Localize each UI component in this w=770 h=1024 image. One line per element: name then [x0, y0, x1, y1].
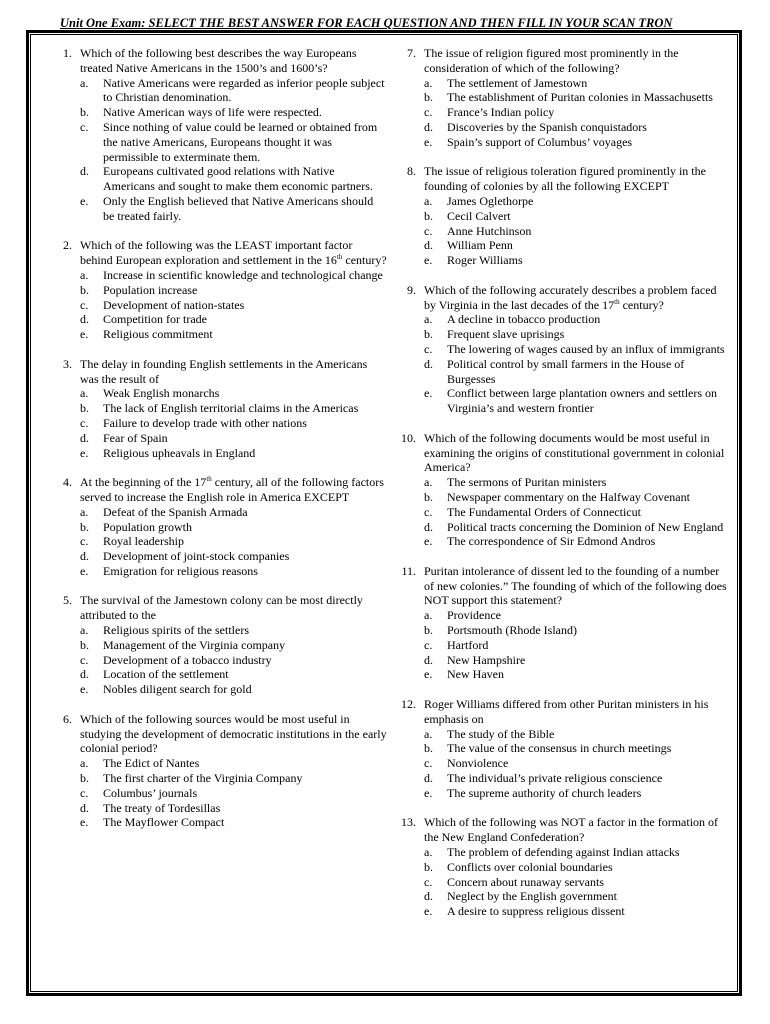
option-text: Roger Williams: [447, 253, 523, 268]
option-letter: a.: [424, 193, 433, 208]
option-letter: c.: [424, 504, 433, 519]
option-text: Newspaper commentary on the Halfway Covenant: [447, 489, 690, 504]
option-text: Population growth: [103, 519, 192, 534]
option-letter: d.: [80, 549, 89, 564]
option-letter: d.: [424, 238, 433, 253]
option-letter: a.: [80, 386, 89, 401]
answer-option: [424, 342, 731, 357]
option-text: The problem of defending against Indian attacks: [447, 845, 680, 860]
option-text: Religious spirits of the settlers: [103, 623, 249, 638]
answer-options: [80, 76, 387, 224]
option-text: The Edict of Nantes: [103, 756, 200, 771]
option-text: The value of the consensus in church meetings: [447, 741, 672, 756]
question-text: Which of the following was the LEAST important factor behind European exploration and settlement in the 16th century?: [80, 238, 387, 268]
option-text: Fear of Spain: [103, 430, 168, 445]
option-text: Development of a tobacco industry: [103, 652, 272, 667]
option-letter: e.: [424, 534, 433, 549]
option-letter: e.: [80, 327, 89, 342]
answer-option: [80, 105, 387, 120]
answer-option: [80, 327, 387, 342]
question-13: [396, 815, 731, 919]
answer-options: [424, 845, 731, 919]
answer-option: [424, 475, 731, 490]
question-9: [396, 283, 731, 416]
option-letter: b.: [80, 282, 89, 297]
answer-options: [80, 386, 387, 460]
answer-option: [424, 209, 731, 224]
question-number: 7.: [407, 46, 416, 60]
answer-option: [80, 667, 387, 682]
answer-option: [80, 505, 387, 520]
option-text: The study of the Bible: [447, 726, 555, 741]
option-text: Nonviolence: [447, 756, 509, 771]
option-letter: a.: [424, 726, 433, 741]
option-letter: b.: [80, 771, 89, 786]
answer-option: [424, 638, 731, 653]
option-letter: c.: [424, 341, 433, 356]
answer-option: [424, 224, 731, 239]
answer-option: [80, 120, 387, 164]
option-text: Religious upheavals in England: [103, 445, 256, 460]
option-text: Emigration for religious reasons: [103, 563, 258, 578]
answer-option: [80, 623, 387, 638]
question-text: Which of the following was NOT a factor in the formation of the New England Confederation?: [424, 815, 719, 845]
answer-option: [424, 90, 731, 105]
option-text: Discoveries by the Spanish conquistadors: [447, 119, 647, 134]
option-letter: b.: [424, 489, 433, 504]
answer-option: [80, 815, 387, 830]
option-letter: c.: [424, 105, 433, 120]
ordinal-suffix: th: [206, 475, 212, 484]
option-text: Cecil Calvert: [447, 208, 511, 223]
answer-options: [424, 76, 731, 150]
option-letter: d.: [424, 356, 433, 371]
option-text: The correspondence of Sir Edmond Andros: [447, 534, 656, 549]
answer-option: [424, 386, 731, 416]
question-number: 1.: [63, 46, 72, 60]
option-letter: e.: [80, 563, 89, 578]
answer-option: [424, 194, 731, 209]
option-letter: a.: [424, 475, 433, 490]
option-text: Frequent slave uprisings: [447, 327, 565, 342]
question-text: At the beginning of the 17th century, all of the following factors served to increase the English role in America EXCEPT: [80, 475, 384, 504]
answer-option: [80, 416, 387, 431]
question-number: 13.: [401, 815, 416, 830]
answer-option: [424, 312, 731, 327]
question-number: 11.: [401, 563, 416, 578]
option-text: Management of the Virginia company: [103, 637, 286, 652]
question-11: [396, 564, 731, 682]
answer-options: [424, 194, 731, 268]
answer-option: [80, 520, 387, 535]
answer-option: [80, 534, 387, 549]
option-text: Columbus’ journals: [103, 785, 198, 800]
option-text: Increase in scientific knowledge and technological change: [103, 267, 383, 282]
option-text: Location of the settlement: [103, 667, 229, 682]
option-letter: e.: [80, 193, 89, 208]
option-text: Portsmouth (Rhode Island): [447, 623, 577, 638]
option-text: The settlement of Jamestown: [447, 75, 588, 90]
question-text: Puritan intolerance of dissent led to the founding of a number of new colonies.” The founding of which of the following does NOT support this statement?: [424, 563, 727, 608]
answer-option: [424, 120, 731, 135]
option-text: Population increase: [103, 282, 198, 297]
option-text: The establishment of Puritan colonies in Massachusetts: [447, 90, 713, 105]
question-6: [52, 712, 387, 830]
answer-option: [80, 431, 387, 446]
option-letter: c.: [80, 297, 89, 312]
option-letter: d.: [80, 800, 89, 815]
question-number: 12.: [401, 697, 416, 712]
option-text: The sermons of Puritan ministers: [447, 475, 607, 490]
option-text: Providence: [447, 608, 501, 623]
option-letter: c.: [424, 874, 433, 889]
option-letter: c.: [80, 652, 89, 667]
question-7: [396, 46, 731, 150]
option-letter: a.: [80, 623, 89, 638]
question-number: 10.: [401, 430, 416, 445]
option-text: James Oglethorpe: [447, 193, 534, 208]
question-number: 2.: [63, 238, 72, 253]
option-text: Political tracts concerning the Dominion of New England: [447, 519, 724, 534]
right-column: [396, 46, 731, 934]
question-10: [396, 431, 731, 549]
question-number: 9.: [407, 282, 416, 297]
option-letter: b.: [424, 859, 433, 874]
option-text: Concern about runaway servants: [447, 874, 604, 889]
option-text: Native American ways of life were respected.: [103, 105, 322, 120]
answer-option: [424, 904, 731, 919]
answer-option: [80, 76, 387, 106]
answer-option: [424, 490, 731, 505]
answer-option: [424, 76, 731, 91]
left-column: [52, 46, 387, 845]
answer-option: [80, 771, 387, 786]
option-text: New Haven: [447, 667, 504, 682]
option-text: Only the English believed that Native Americans should be treated fairly.: [103, 193, 374, 223]
option-letter: a.: [424, 312, 433, 327]
answer-option: [80, 682, 387, 697]
option-text: New Hampshire: [447, 652, 526, 667]
option-letter: e.: [424, 386, 433, 401]
option-text: Spain’s support of Columbus’ voyages: [447, 134, 633, 149]
question-1: [52, 46, 387, 224]
option-text: Since nothing of value could be learned or obtained from the native Americans, Europeans thought it was permissible to exterminate them.: [103, 119, 378, 164]
option-text: The treaty of Tordesillas: [103, 800, 221, 815]
question-text: The survival of the Jamestown colony can be most directly attributed to the: [80, 593, 363, 623]
question-4: [52, 475, 387, 579]
answer-option: [424, 786, 731, 801]
answer-option: [80, 268, 387, 283]
option-letter: b.: [80, 519, 89, 534]
option-letter: d.: [424, 889, 433, 904]
question-text: The delay in founding English settlements in the Americans was the result of: [80, 356, 368, 386]
option-text: Europeans cultivated good relations with Native Americans and sought to make them economic partners.: [103, 164, 373, 194]
option-text: The lowering of wages caused by an influx of immigrants: [447, 341, 725, 356]
answer-option: [424, 727, 731, 742]
option-text: Development of nation-states: [103, 297, 245, 312]
option-text: Conflict between large plantation owners and settlers on Virginia’s and western frontier: [447, 386, 718, 416]
question-number: 4.: [63, 475, 72, 490]
option-letter: a.: [424, 608, 433, 623]
option-text: A decline in tobacco production: [447, 312, 601, 327]
option-letter: b.: [424, 623, 433, 638]
question-text: Which of the following documents would be most useful in examining the origins of constitutional government in colonial America?: [424, 430, 725, 475]
question-text: The issue of religion figured most prominently in the consideration of which of the following?: [424, 46, 679, 75]
answer-option: [80, 446, 387, 461]
option-text: Neglect by the English government: [447, 889, 617, 904]
answer-options: [424, 312, 731, 416]
option-letter: c.: [424, 756, 433, 771]
question-number: 6.: [63, 711, 72, 726]
question-text: Which of the following accurately describes a problem faced by Virginia in the last decades of the 17th century?: [424, 282, 717, 312]
answer-option: [424, 653, 731, 668]
answer-option: [424, 771, 731, 786]
answer-options: [424, 727, 731, 801]
option-text: The Fundamental Orders of Connecticut: [447, 504, 641, 519]
option-text: Conflicts over colonial boundaries: [447, 859, 613, 874]
answer-option: [80, 786, 387, 801]
option-letter: a.: [80, 756, 89, 771]
option-letter: a.: [80, 267, 89, 282]
answer-options: [80, 268, 387, 342]
answer-option: [80, 194, 387, 224]
option-text: Failure to develop trade with other nations: [103, 415, 307, 430]
answer-option: [80, 549, 387, 564]
exam-header: Unit One Exam: SELECT THE BEST ANSWER FOR EACH QUESTION AND THEN FILL IN YOUR SCAN TRON: [60, 16, 673, 30]
option-letter: d.: [424, 771, 433, 786]
option-text: William Penn: [447, 238, 513, 253]
answer-options: [80, 756, 387, 830]
answer-options: [424, 475, 731, 549]
option-text: Native Americans were regarded as inferior people subject to Christian denomination.: [103, 75, 385, 105]
question-number: 5.: [63, 593, 72, 608]
answer-options: [424, 608, 731, 682]
option-letter: b.: [424, 741, 433, 756]
option-letter: e.: [424, 253, 433, 268]
answer-option: [424, 253, 731, 268]
answer-option: [80, 756, 387, 771]
answer-option: [80, 164, 387, 194]
question-text: Which of the following sources would be most useful in studying the development of democratic institutions in the early colonial period?: [80, 711, 387, 756]
option-letter: a.: [424, 75, 433, 90]
option-text: Competition for trade: [103, 312, 207, 327]
option-letter: e.: [80, 682, 89, 697]
option-letter: b.: [424, 90, 433, 105]
answer-option: [424, 357, 731, 387]
option-text: A desire to suppress religious dissent: [447, 904, 625, 919]
question-5: [52, 593, 387, 697]
answer-option: [424, 889, 731, 904]
answer-option: [80, 386, 387, 401]
option-letter: d.: [80, 164, 89, 179]
answer-option: [80, 283, 387, 298]
answer-options: [80, 505, 387, 579]
option-text: Political control by small farmers in the House of Burgesses: [447, 356, 685, 386]
option-letter: a.: [80, 504, 89, 519]
question-8: [396, 164, 731, 268]
option-letter: c.: [424, 637, 433, 652]
option-letter: b.: [80, 637, 89, 652]
question-12: [396, 697, 731, 801]
answer-option: [424, 105, 731, 120]
option-letter: c.: [80, 119, 89, 134]
option-text: The lack of English territorial claims in the Americas: [103, 401, 359, 416]
option-letter: e.: [424, 785, 433, 800]
option-letter: e.: [424, 904, 433, 919]
question-text: The issue of religious toleration figured prominently in the founding of colonies by all the following EXCEPT: [424, 164, 706, 194]
answer-option: [80, 801, 387, 816]
option-text: Weak English monarchs: [103, 386, 220, 401]
answer-option: [424, 875, 731, 890]
question-3: [52, 357, 387, 461]
option-letter: e.: [424, 134, 433, 149]
question-text: Roger Williams differed from other Puritan ministers in his emphasis on: [424, 697, 709, 726]
option-letter: c.: [80, 534, 89, 549]
answer-option: [80, 564, 387, 579]
answer-option: [424, 741, 731, 756]
option-letter: c.: [424, 223, 433, 238]
answer-option: [424, 238, 731, 253]
answer-option: [80, 638, 387, 653]
option-text: The first charter of the Virginia Company: [103, 771, 303, 786]
question-number: 8.: [407, 164, 416, 179]
option-text: The supreme authority of church leaders: [447, 785, 642, 800]
option-text: Defeat of the Spanish Armada: [103, 504, 248, 519]
option-letter: e.: [80, 445, 89, 460]
answer-option: [424, 667, 731, 682]
option-letter: e.: [80, 815, 89, 830]
answer-option: [424, 135, 731, 150]
option-letter: a.: [424, 845, 433, 860]
answer-option: [80, 401, 387, 416]
option-letter: b.: [424, 327, 433, 342]
option-letter: d.: [80, 430, 89, 445]
answer-option: [424, 845, 731, 860]
option-letter: c.: [80, 785, 89, 800]
option-letter: d.: [424, 519, 433, 534]
option-letter: d.: [424, 119, 433, 134]
option-letter: a.: [80, 75, 89, 90]
option-text: Development of joint-stock companies: [103, 549, 290, 564]
option-text: The individual’s private religious conscience: [447, 771, 663, 786]
ordinal-suffix: th: [336, 253, 343, 262]
option-letter: e.: [424, 667, 433, 682]
answer-option: [80, 312, 387, 327]
option-text: Anne Hutchinson: [447, 223, 532, 238]
answer-option: [424, 327, 731, 342]
answer-option: [80, 653, 387, 668]
option-letter: c.: [80, 415, 89, 430]
answer-option: [424, 505, 731, 520]
option-letter: d.: [80, 312, 89, 327]
option-letter: b.: [80, 401, 89, 416]
answer-option: [424, 860, 731, 875]
option-text: The Mayflower Compact: [103, 815, 225, 830]
answer-options: [80, 623, 387, 697]
answer-option: [80, 298, 387, 313]
option-letter: b.: [80, 105, 89, 120]
answer-option: [424, 756, 731, 771]
option-text: Royal leadership: [103, 534, 184, 549]
answer-option: [424, 623, 731, 638]
question-2: [52, 238, 387, 342]
option-text: Religious commitment: [103, 327, 213, 342]
option-text: Nobles diligent search for gold: [103, 682, 252, 697]
answer-option: [424, 534, 731, 549]
answer-option: [424, 608, 731, 623]
option-text: France’s Indian policy: [447, 105, 555, 120]
question-text: Which of the following best describes the way Europeans treated Native Americans in the 1500’s and 1600’s?: [80, 46, 357, 75]
ordinal-suffix: th: [614, 297, 620, 306]
option-letter: d.: [424, 652, 433, 667]
option-text: Hartford: [447, 637, 489, 652]
answer-option: [424, 520, 731, 535]
option-letter: d.: [80, 667, 89, 682]
question-number: 3.: [63, 356, 72, 371]
option-letter: b.: [424, 208, 433, 223]
